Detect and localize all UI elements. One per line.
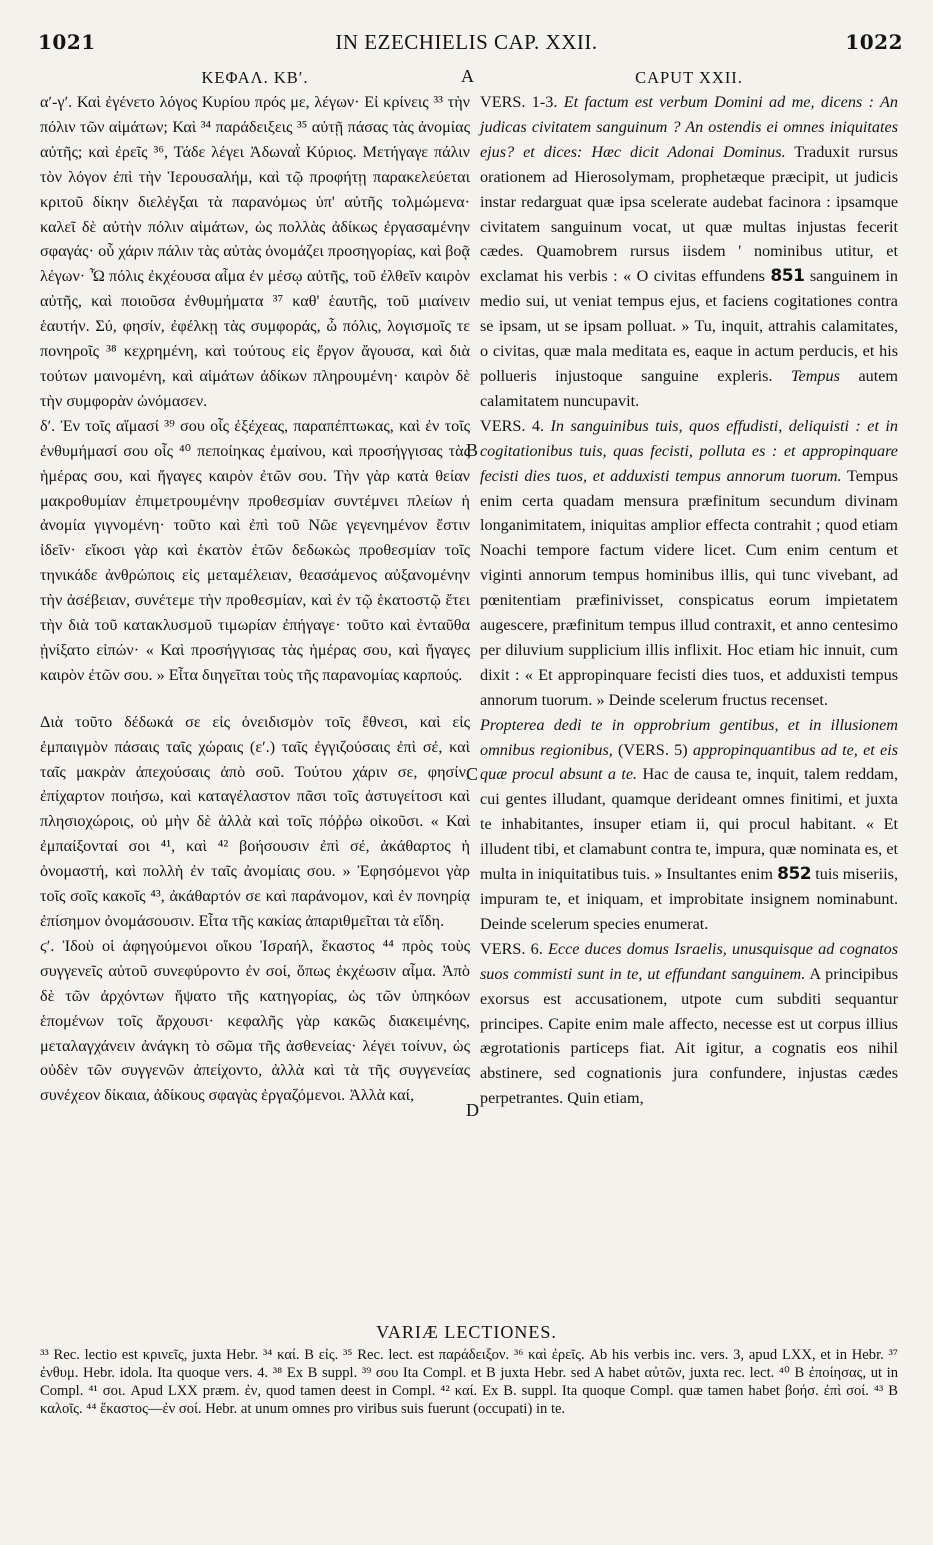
latin-paragraph-1 bbox=[480, 90, 898, 414]
greek-column bbox=[40, 66, 470, 1108]
right-page-number: 1022 bbox=[845, 30, 903, 54]
commentary-text: Traduxit rursus orationem ad Hierosolymam, prophetæque præcipit, ut judicis instar redarguat quæ ipsa scelerate audebat facinora : ipsamque civitatem sanguinum vocat, ut quæ multas injustas fecerit cædes. Quamobrem rursus iisdem ' nominibus utitur, et exclamat his verbis : « O civitas effundens bbox=[480, 142, 898, 286]
greek-chapter-heading: ΚΕΦΑΛ. ΚΒʹ. bbox=[201, 68, 309, 87]
left-page-number: 1021 bbox=[38, 30, 96, 54]
latin-chapter-heading: CAPUT XXII. bbox=[635, 68, 743, 87]
verse-label: VERS. 6. bbox=[480, 939, 543, 958]
latin-paragraph-3 bbox=[480, 713, 898, 937]
margin-letter-b: B bbox=[466, 440, 479, 460]
commentary-text: Tempus enim certa quadam mensura præfinitum secundum divinam longanimitatem, iniquitas amplior effecta contrahit ; quod etiam Noachi tempore factum videre licet. Cum enim centum et viginti annorum tempus hominibus illis, qui tunc vivebant, ad pœnitentiam præfinivisset, conspicatus eorum impietatem augescere, præfinitum tempus illud contraxit, et anno centesimo per diluvium supplicium illis inflixit. Hoc etiam hic innuit, cum dixit : « Et appropinquare fecisti dies tuos, et adduxisti tempus annorum tuorum. » Deinde scelerum fructus recenset. bbox=[480, 466, 898, 709]
column-number-852: 852 bbox=[777, 864, 812, 885]
emphasis-text: Tempus bbox=[791, 366, 840, 385]
latin-paragraph-2 bbox=[480, 414, 898, 713]
commentary-text: sanguinem in medio sui, ut veniat tempus ejus, et faciens cogitationes contra se ipsam, ut se ipsam polluat. » Tu, inquit, attrahis calamitates, o civitas, quæ mala meditata es, eaque in actum perducis, et his pollueris injustoque sanguine expleris. bbox=[480, 267, 898, 385]
commentary-text: tuis miseriis, impuram te, et iniquam, et improbitate insignem nominabunt. Deinde scelerum species enumerat. bbox=[480, 865, 899, 933]
variae-notes-text: ³³ Rec. lectio est κρινεῖς, juxta Hebr. ³⁴ καί. B εἰς. ³⁵ Rec. lect. est παράδειξον. ³⁶ καὶ ἐρεῖς. Ab his verbis inc. vers. 3, apud LXX, et in Hebr. ³⁷ ἐνθυμ. Hebr. idola. Ita quoque vers. 4. ³⁸ Ex B suppl. ³⁹ σου Ita Compl. et B juxta Hebr. sed A habet αὐτῶν, juxta rec. lect. ⁴⁰ B ἐποίησας, ut in Compl. ⁴¹ σοι. Apud LXX præm. ἐν, quod tamen deest in Compl. ⁴² καί. Ex B. suppl. Ita quoque Compl. quæ tamen habet βοήσ. ἐπὶ σοί. ⁴³ B καλοῖς. ⁴⁴ ἕκαστος—ἐν σοί. Hebr. at unum omnes pro viribus suis fuerunt (occupati) in te. bbox=[40, 1347, 898, 1417]
margin-letter-a: A bbox=[461, 66, 474, 86]
verse-label: VERS. 1-3. bbox=[480, 93, 558, 111]
greek-paragraph-3: Διὰ τοῦτο δέδωκά σε εἰς ὀνειδισμὸν τοῖς ἔθνεσι, καὶ εἰς ἐμπαιγμὸν πάσαις ταῖς χώραις (εʹ.) ταῖς ἐγγιζούσαις ἐπὶ σέ, καὶ ταῖς μακρὰν ἀπεχούσαις ἀπὸ σοῦ. Τούτου χάριν σε, φησίν, ἐπίχαρτον ποιήσω, καὶ καταγέλαστον πᾶσι τοῖς ἀστυγείτοσι καὶ πλησιοχώροις, οὐ μὴν δὲ ἀλλὰ καὶ τοῖς πόῤῥω οἰκοῦσι. « Καὶ ἐμπαίξονταί σοι ⁴¹, καὶ ⁴² βοήσουσιν ἐπὶ σέ, ἀκάθαρτος ἡ ὀνομαστή, καὶ πολλὴ ἐν ταῖς ἀνομίαις σου. » Ἐφησόμενοι γὰρ τοῖς σοῖς κακοῖς ⁴³, ἀκάθαρτόν σε καὶ παράνομον, καὶ ἐν πονηρίᾳ ἐπίσημον ὀνομάσουσιν. Εἶτα τῆς κακίας ἀπαριθμεῖται τὰ εἴδη. bbox=[40, 712, 470, 930]
latin-column bbox=[480, 66, 898, 1111]
greek-paragraph-4: ϛʹ. Ἰδοὺ οἱ ἀφηγούμενοι οἴκου Ἰσραήλ, ἕκαστος ⁴⁴ πρὸς τοὺς συγγενεῖς αὐτοῦ συνεφύροντο ἐν σοί, ὅπως ἐκχέωσιν αἷμα. Ἀπὸ δὲ τῶν ἀρχόντων ἥψατο τῆς κατηγορίας, ὡς τῶν ὑπηκόων ἑπομένων τοῖς ἄρχουσι· κεφαλῆς γὰρ κακῶς διακειμένης, μεταλαγχάνειν ἀνάγκη τὸ σῶμα τῆς ἀσθενείας· λέγει τοίνυν, ὡς οὐδὲν τῶν συγγενῶν ἀπείχοντο, ἀλλὰ καὶ τὰ τῆς συγγενείας συνέχεον δίκαια, ἀδίκους σφαγὰς ἐργαζόμενοι. Ἀλλὰ καί, bbox=[40, 936, 470, 1105]
verse-text: appropinquantibus ad te, et eis quæ procul absunt a te. bbox=[480, 740, 899, 784]
verse-label: VERS. 4. bbox=[480, 416, 545, 435]
verse-text: In sanguinibus tuis, quos effudisti, deliquisti : et in cogitationibus tuis, quas fecisti, polluta es : et appropinquare fecisti dies tuos, et adduxisti tempus annorum tuorum. bbox=[480, 416, 899, 485]
variae-lectiones-title: VARIÆ LECTIONES. bbox=[376, 1322, 557, 1342]
commentary-text: A principibus exorsus est accusationem, utpote cum subditi sequantur principes. Capite enim male affecto, necesse est ut corpus illius ægrotationis particeps fiat. Ait igitur, a cognatis eos nihil abstinere, sed cognationis jura confundere, injustas cædes perpetrantes. Quin etiam, bbox=[480, 964, 898, 1108]
commentary-text: Hac de causa te, inquit, talem reddam, cui gentes illudant, quamque derideant omnes finitimi, et juxta te inhabitantes, insuper etiam ii, qui procul habitant. « Et illudent tibi, et clamabunt contra te, impura, quæ nominata es, et multa in iniquitatibus tuis. » Insultantes enim bbox=[480, 765, 898, 884]
greek-paragraph-1: αʹ-γʹ. Καὶ ἐγένετο λόγος Κυρίου πρός με, λέγων· Εἰ κρίνεις ³³ τὴν πόλιν τῶν αἱμάτων; Καὶ ³⁴ παράδειξεις ³⁵ αὐτῇ πάσας τὰς ἀνομίας αὐτῆς; καὶ ἐρεῖς ³⁶, Τάδε λέγει Ἀδωναῒ Κύριος. Μετήγαγε πάλιν τὸν λόγον ἐπὶ τὴν Ἱερουσαλήμ, καὶ τῷ προφήτῃ παρακελεύεται κριτοῦ δίκην διελέγξαι τὰ παρανόμως ὑπ' αὐτῆς τολμώμενα· καλεῖ δὲ αὐτὴν πόλιν αἱμάτων, ὡς πολλὰς ἀδίκως ἐργασαμένην σφαγάς· οὗ χάριν πάλιν τὰς αὐτὰς ὀνομάζει προσηγορίας, καὶ βοᾷ λέγων· Ὦ πόλις ἐκχέουσα αἷμα ἐν μέσῳ αὐτῆς, τοῦ ἐλθεῖν καιρὸν αὐτῆς, καὶ ποιοῦσα ἐνθυμήματα ³⁷ καθ' ἑαυτῆς, τοῦ μιαίνειν ἑαυτήν. Σύ, φησίν, ἐφέλκῃ τὰς συμφοράς, ὦ πόλις, λογισμοῖς τε πονηροῖς ³⁸ κεχρημένη, καὶ τούτους εἰς ἔργον ἄγουσα, καὶ διὰ τούτων μαινομένη, καὶ αἱμάτων ἀδίκων πληρουμένη· καιρὸν δὲ τὴν συμφορὰν ὠνόμασεν. bbox=[40, 93, 470, 410]
margin-letter-d: D bbox=[466, 1100, 479, 1120]
variae-lectiones-notes bbox=[40, 1346, 898, 1418]
verse-label: (VERS. 5) bbox=[618, 740, 688, 759]
commentary-text: autem calamitatem nuncupavit. bbox=[480, 366, 899, 410]
margin-letter-c: C bbox=[466, 764, 479, 784]
running-title: IN EZECHIELIS CAP. XXII. bbox=[335, 30, 598, 54]
verse-text: Ecce duces domus Israelis, unusquisque ad cognatos suos commisti sunt in te, ut effundant sanguinem. bbox=[480, 939, 898, 983]
greek-paragraph-2: δʹ. Ἐν τοῖς αἵμασί ³⁹ σου οἷς ἐξέχεας, παραπέπτωκας, καὶ ἐν τοῖς ἐνθυμήμασί σου οἷς ⁴⁰ πεποίηκας ἐμαίνου, καὶ προσήγγισας τὰς ἡμέρας σου, καὶ ἤγαγες καιρὸν ἐτῶν σου. Τὴν γὰρ κατὰ θείαν μακροθυμίαν ἐπιμετρουμένην προθεσμίαν συντέμνει πλείων ἡ ἀνομία γιγνομένη· τοῦτο καὶ ἐπὶ τοῦ Νῶε γεγενημένον ἔστιν ἰδεῖν· εἴκοσι γὰρ καὶ ἑκατὸν ἐτῶν δεδωκὼς προθεσμίαν τοῖς τηνικάδε ἀνθρώποις εἰς μεταμέλειαν, θεασάμενος αὐξανομένην τὴν ἀσέβειαν, συνέτεμε τὴν προθεσμίαν, καὶ ἐν τῷ ἑκατοστῷ ἔτει τὴν διὰ τοῦ κατακλυσμοῦ τιμωρίαν ἐπήγαγε· τοῦτο καὶ ἐνταῦθα ᾐνίξατο εἰπών· « Καὶ προσήγγισας τὰς ἡμέρας σου, καὶ ἤγαγες καιρὸν ἐτῶν σου. » Εἶτα διηγεῖται τοὺς τῆς παρανομίας καρπούς. bbox=[40, 416, 470, 684]
column-number-851: 851 bbox=[770, 266, 805, 287]
verse-text: Propterea dedi te in opprobrium gentibus, et in illusionem omnibus regionibus, bbox=[480, 715, 898, 759]
verse-text: Et factum est verbum Domini ad me, dicens : An judicas civitatem sanguinum ? An ostendis ei omnes iniquitates ejus? et dices: Hæc dicit Adonai Dominus. bbox=[480, 93, 898, 161]
latin-paragraph-4 bbox=[480, 937, 898, 1111]
